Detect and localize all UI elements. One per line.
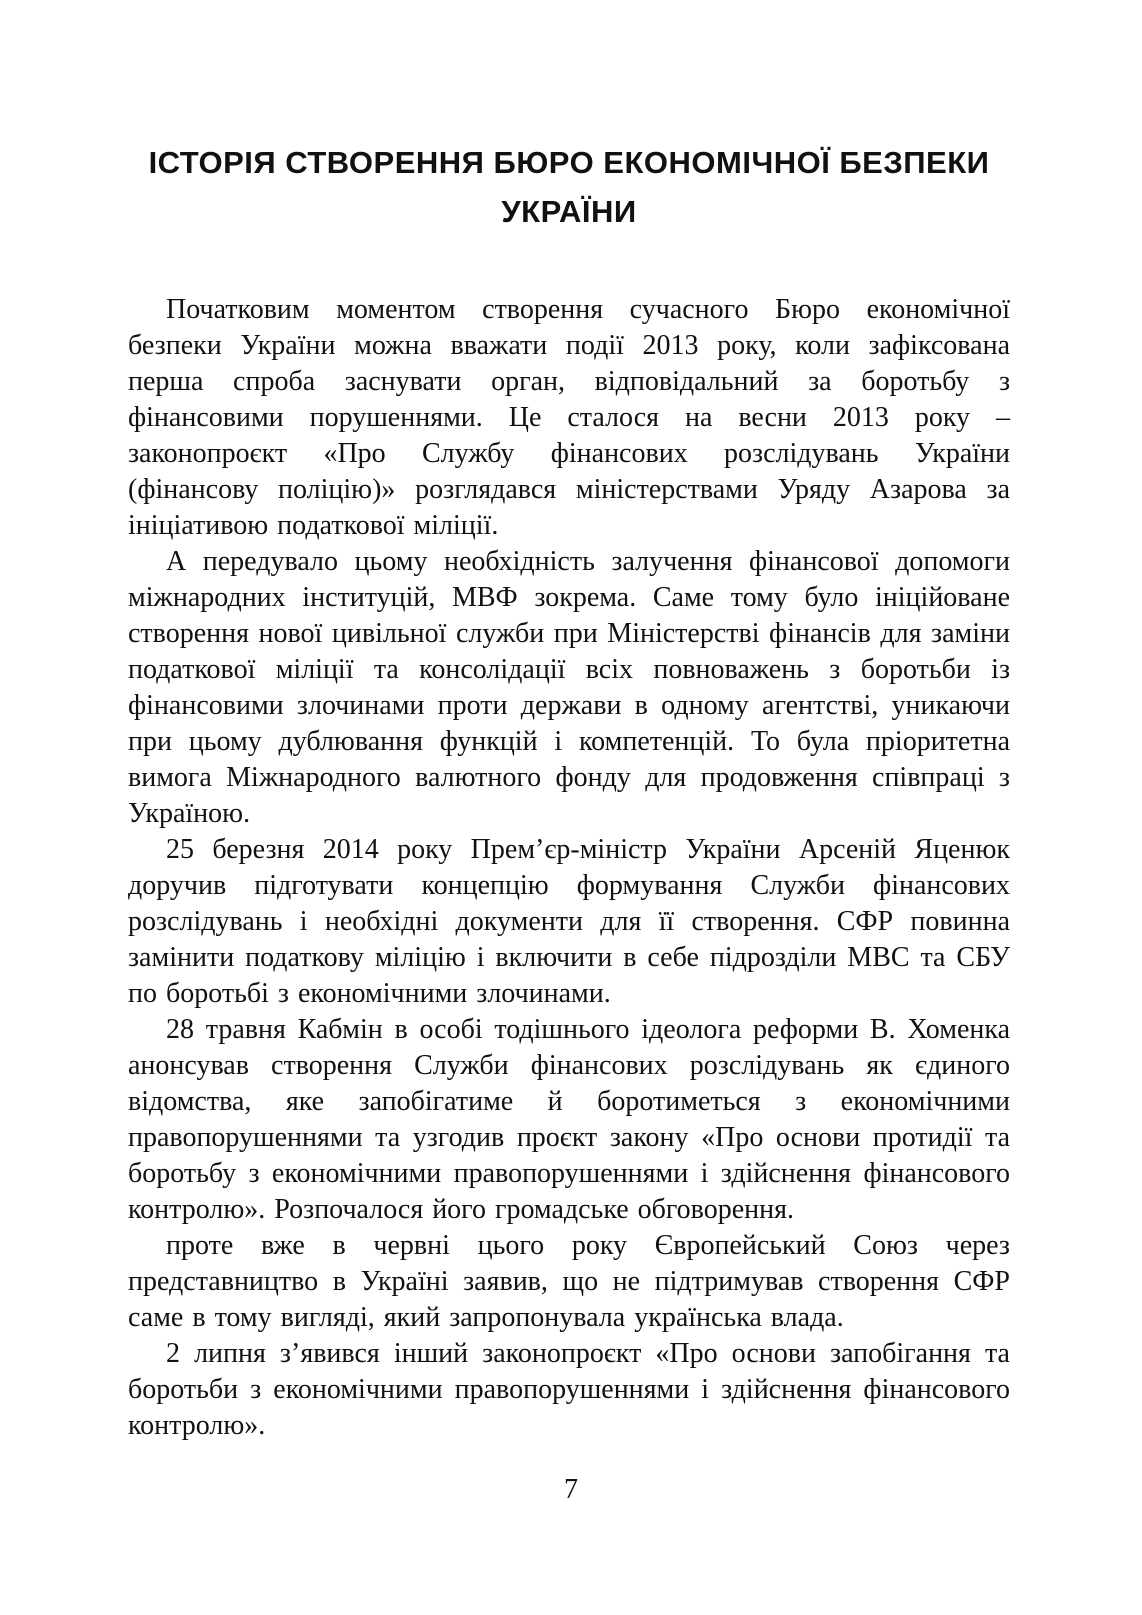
page-title: ІСТОРІЯ СТВОРЕННЯ БЮРО ЕКОНОМІЧНОЇ БЕЗПЕКИ УКРАЇНИ	[148, 145, 990, 229]
page-number: 7	[564, 1474, 578, 1505]
paragraph-3: 25 березня 2014 року Прем’єр-міністр України Арсеній Яценюк доручив підготувати концепцію формування Служби фінансових розслідувань і необхідні документи для її створення. СФР повинна замінити податкову міліцію і включити в себе підрозділи МВС та СБУ по боротьбі з економічними злочинами.	[128, 834, 1010, 1009]
document-body	[128, 292, 1010, 1444]
paragraph-6: 2 липня з’явився інший законопроєкт «Про основи запобігання та боротьби з економічними правопорушеннями і здійснення фінансового контролю».	[128, 1338, 1010, 1441]
paragraph-4: 28 травня Кабмін в особі тодішнього ідеолога реформи В. Хоменка анонсував створення Служби фінансових розслідувань як єдиного відомства, яке запобігатиме й боротиметься з економічними правопорушеннями та узгодив проєкт закону «Про основи протидії та боротьбу з економічними правопорушеннями і здійснення фінансового контролю». Розпочалося його громадське обговорення.	[128, 1014, 1010, 1225]
paragraph-1: Початковим моментом створення сучасного Бюро економічної безпеки України можна вважати події 2013 року, коли зафіксована перша спроба заснувати орган, відповідальний за боротьбу з фінансовими порушеннями. Це сталося на весни 2013 року – законопроєкт «Про Службу фінансових розслідувань України (фінансову поліцію)» розглядався міністерствами Уряду Азарова за ініціативою податкової міліції.	[128, 294, 1010, 541]
paragraph-5: проте вже в червні цього року Європейський Союз через представництво в Україні заявив, що не підтримував створення СФР саме в тому вигляді, який запропонувала українська влада.	[128, 1230, 1010, 1333]
paragraph-2: А передувало цьому необхідність залучення фінансової допомоги міжнародних інституцій, МВФ зокрема. Саме тому було ініційоване створення нової цивільної служби при Міністерстві фінансів для заміни податкової міліції та консолідації всіх повноважень з боротьби із фінансовими злочинами проти держави в одному агентстві, уникаючи при цьому дублювання функцій і компетенцій. То була пріоритетна вимога Міжнародного валютного фонду для продовження співпраці з Україною.	[128, 546, 1010, 829]
